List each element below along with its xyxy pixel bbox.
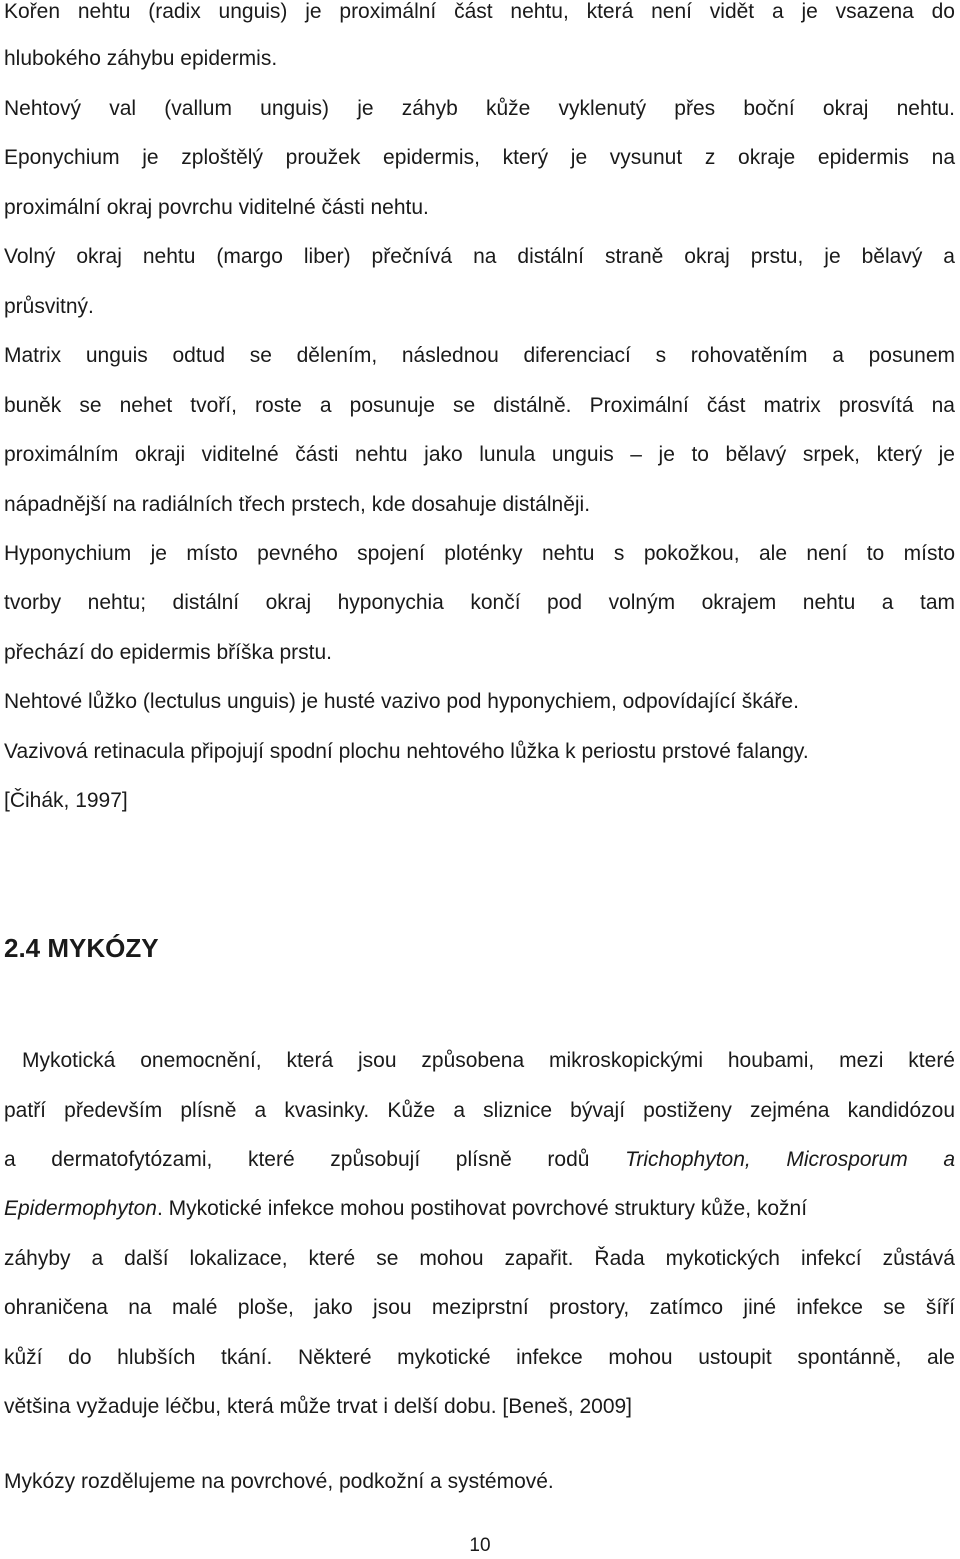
text-line: většina vyžaduje léčbu, která může trvat i delší dobu. [Beneš, 2009] <box>4 1395 633 1418</box>
text-line: Mykotická onemocnění, která jsou způsobena mikroskopickými houbami, mezi které <box>22 1049 955 1072</box>
page-number: 10 <box>469 1535 491 1556</box>
text-line: Nehtový val (vallum unguis) je záhyb kůže vyklenutý přes boční okraj nehtu. <box>4 97 955 120</box>
text-line: buněk se nehet tvoří, roste a posunuje se distálně. Proximální část matrix prosvítá na <box>4 394 955 417</box>
text-line: průsvitný. <box>4 295 94 318</box>
text-line: Hyponychium je místo pevného spojení ploténky nehtu s pokožkou, ale není to místo <box>4 542 955 565</box>
text-line <box>4 1194 955 1224</box>
text-line: patří především plísně a kvasinky. Kůže a sliznice bývají postiženy zejména kandidózou <box>4 1099 955 1122</box>
text-line: Volný okraj nehtu (margo liber) přečnívá na distální straně okraj prstu, je bělavý a <box>4 245 955 268</box>
text-line: Kořen nehtu (radix unguis) je proximální část nehtu, která není vidět a je vsazena do <box>4 0 955 23</box>
text-line <box>4 1145 955 1175</box>
citation: [Čihák, 1997] <box>4 789 128 812</box>
text-line: kůží do hlubších tkání. Některé mykotické infekce mohou ustoupit spontánně, ale <box>4 1346 955 1369</box>
text-span: . Mykotické infekce mohou postihovat povrchové struktury kůže, kožní <box>156 1197 808 1220</box>
text-line: hlubokého záhybu epidermis. <box>4 47 278 70</box>
text-line: nápadnější na radiálních třech prstech, kde dosahuje distálněji. <box>4 493 591 516</box>
section-heading: 2.4 MYKÓZY <box>4 933 159 963</box>
text-line: proximálním okraji viditelné části nehtu jako lunula unguis – je to bělavý srpek, který je <box>4 443 955 466</box>
text-line: proximální okraj povrchu viditelné části nehtu. <box>4 196 429 219</box>
text-line: ohraničena na malé ploše, jako jsou meziprstní prostory, zatímco jiné infekce se šíří <box>4 1296 955 1319</box>
text-line: záhyby a další lokalizace, které se mohou zapařit. Řada mykotických infekcí zůstává <box>4 1247 955 1270</box>
genus-name: Epidermophyton <box>4 1197 157 1220</box>
text-line: Nehtové lůžko (lectulus unguis) je husté vazivo pod hyponychiem, odpovídající škáře. <box>4 690 799 713</box>
text-line: Matrix unguis odtud se dělením, následnou diferenciací s rohovatěním a posunem <box>4 344 955 367</box>
text-line: Mykózy rozdělujeme na povrchové, podkožní a systémové. <box>4 1470 554 1493</box>
text-line: přechází do epidermis bříška prstu. <box>4 641 332 664</box>
text-span: a dermatofytózami, které způsobují plísně rodů <box>4 1148 590 1171</box>
text-line: Eponychium je zploštělý proužek epidermis, který je vysunut z okraje epidermis na <box>4 146 955 169</box>
genus-names: Trichophyton, Microsporum a <box>625 1148 956 1171</box>
text-line: tvorby nehtu; distální okraj hyponychia končí pod volným okrajem nehtu a tam <box>4 591 955 614</box>
text-line: Vazivová retinacula připojují spodní plochu nehtového lůžka k periostu prstové falangy. <box>4 740 809 763</box>
